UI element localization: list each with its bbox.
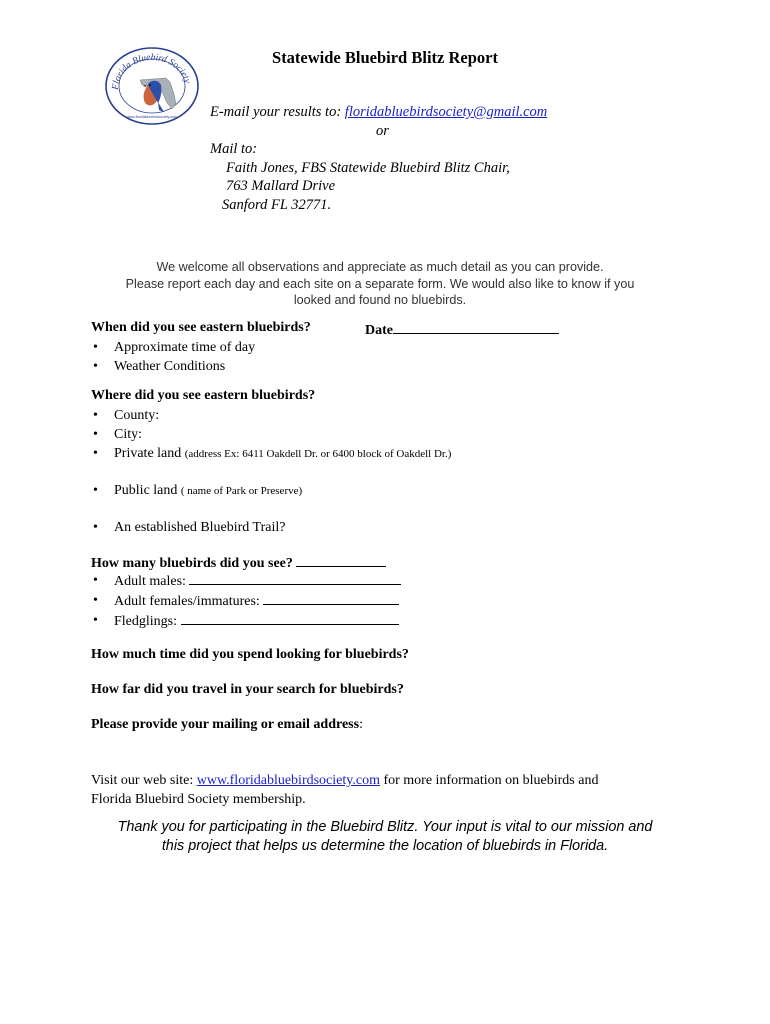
- intro-text: [80, 259, 680, 309]
- page-title: Statewide Bluebird Blitz Report: [272, 48, 498, 67]
- adult-males-blank[interactable]: [189, 571, 401, 585]
- fledglings-label: Fledglings:: [114, 614, 178, 629]
- list-item: • Approximate time of day: [91, 338, 255, 357]
- public-land-label: Public land: [114, 483, 178, 498]
- travel-question: How far did you travel in your search for bluebirds?: [91, 682, 404, 697]
- thanks-line-1: Thank you for participating in the Bluebird Blitz. Your input is vital to our mission and: [117, 819, 653, 835]
- website-link[interactable]: www.floridabluebirdsociety.com: [196, 773, 380, 788]
- when-list: [91, 338, 255, 376]
- adult-males-item: [91, 571, 401, 591]
- website-suffix: for more information on bluebirds and: [379, 773, 599, 788]
- thank-you-note: [60, 818, 710, 856]
- trail-list: [91, 518, 286, 537]
- how-many-question: How many bluebirds did you see?: [91, 556, 293, 571]
- how-many-blank[interactable]: [296, 553, 386, 567]
- fledglings-item: [91, 611, 401, 631]
- city-item: • City:: [91, 425, 451, 444]
- adult-females-blank[interactable]: [263, 591, 399, 605]
- when-question: When did you see eastern bluebirds?: [91, 320, 311, 335]
- adult-females-label: Adult females/immatures:: [114, 594, 260, 609]
- fledglings-blank[interactable]: [181, 611, 399, 625]
- or-text: or: [376, 122, 389, 139]
- public-land-item: [91, 481, 302, 501]
- public-land-list: [91, 481, 302, 501]
- website-line-2: Florida Bluebird Society membership.: [91, 792, 306, 807]
- logo-ring-text: Florida Bluebird Society: [110, 52, 192, 91]
- intro-line-1: We welcome all observations and appreciate as much detail as you can provide.: [156, 260, 604, 274]
- private-land-item: [91, 444, 451, 464]
- mail-to-label: Mail to:: [210, 141, 258, 157]
- where-list: [91, 406, 451, 464]
- where-question: Where did you see eastern bluebirds?: [91, 388, 316, 403]
- address-colon: :: [359, 717, 363, 732]
- date-field[interactable]: [365, 320, 559, 339]
- address-line-1: Faith Jones, FBS Statewide Bluebird Blitz Chair,: [226, 159, 510, 176]
- date-label: Date: [365, 323, 393, 338]
- how-many-list: [91, 571, 401, 631]
- email-link[interactable]: floridabluebirdsociety@gmail.com: [344, 104, 548, 120]
- private-land-label: Private land: [114, 446, 182, 461]
- how-many-field[interactable]: [91, 553, 386, 572]
- logo-url-text: www.floridabluebirdsociety.com: [127, 115, 177, 119]
- private-land-note: (address Ex: 6411 Oakdell Dr. or 6400 block of Oakdell Dr.): [184, 448, 452, 460]
- website-prefix: Visit our web site:: [91, 773, 197, 788]
- adult-females-item: [91, 591, 401, 611]
- contact-block: [210, 103, 547, 214]
- county-item: • County:: [91, 406, 451, 425]
- address-question-line: [91, 717, 363, 733]
- list-item: • Weather Conditions: [91, 357, 255, 376]
- email-prefix: E-mail your results to:: [210, 104, 345, 120]
- public-land-note: ( name of Park or Preserve): [180, 485, 303, 497]
- address-line-2: 763 Mallard Drive: [226, 178, 336, 194]
- adult-males-label: Adult males:: [114, 574, 186, 589]
- thanks-line-2: this project that helps us determine the location of bluebirds in Florida.: [161, 838, 609, 854]
- date-blank[interactable]: [393, 320, 559, 334]
- email-line: [210, 103, 547, 122]
- website-note: [91, 771, 598, 809]
- address-line-3: Sanford FL 32771.: [222, 196, 332, 213]
- intro-line-2: Please report each day and each site on a separate form. We would also like to know if you: [125, 276, 635, 291]
- time-question: How much time did you spend looking for bluebirds?: [91, 647, 409, 662]
- address-question: Please provide your mailing or email address: [91, 717, 360, 732]
- intro-line-3: looked and found no bluebirds.: [293, 293, 467, 307]
- trail-item: • An established Bluebird Trail?: [91, 518, 286, 537]
